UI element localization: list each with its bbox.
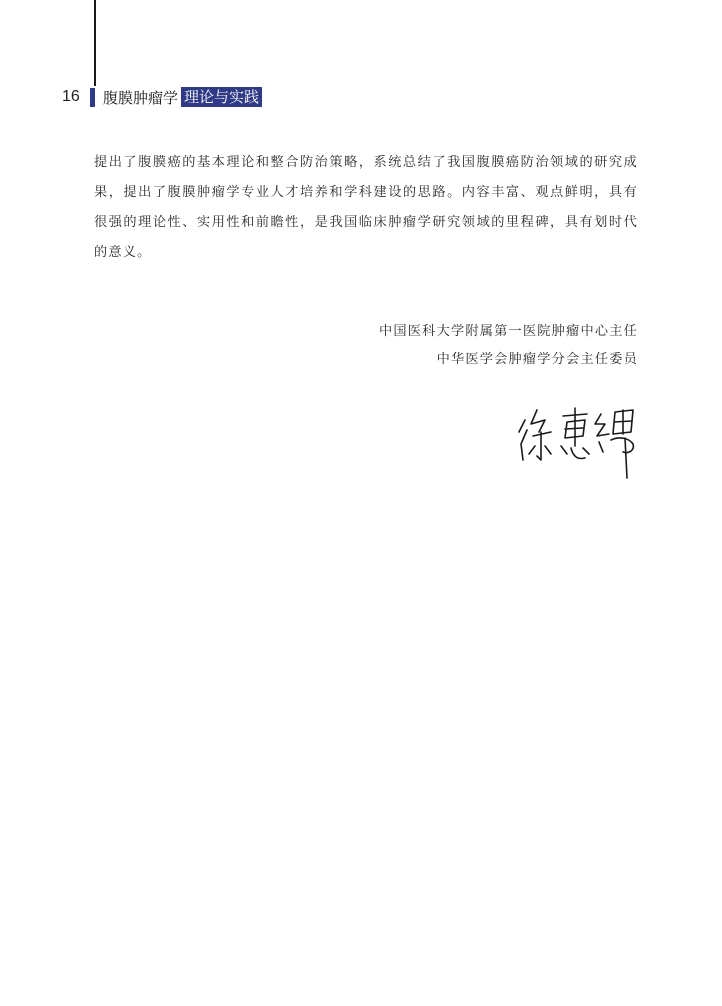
top-vertical-rule xyxy=(94,0,96,86)
body-paragraph: 提出了腹膜癌的基本理论和整合防治策略，系统总结了我国腹膜癌防治领域的研究成果，提出了腹膜肿瘤学专业人才培养和学科建设的思路。内容丰富、观点鲜明，具有很强的理论性、实用性和前瞻性，是我国临床肿瘤学研究领域的里程碑，具有划时代的意义。 xyxy=(94,155,638,260)
book-title: 腹膜肿瘤学 xyxy=(103,88,179,107)
book-subtitle: 理论与实践 xyxy=(181,87,262,107)
handwritten-signature xyxy=(515,402,640,480)
main-text xyxy=(94,148,638,268)
author-affiliations xyxy=(379,318,638,374)
header-accent-bar xyxy=(90,88,95,107)
affiliation-line-2: 中华医学会肿瘤学分会主任委员 xyxy=(436,352,638,367)
page-number: 16 xyxy=(62,88,80,105)
running-header xyxy=(62,86,262,108)
affiliation-line-1: 中国医科大学附属第一医院肿瘤中心主任 xyxy=(379,324,638,339)
